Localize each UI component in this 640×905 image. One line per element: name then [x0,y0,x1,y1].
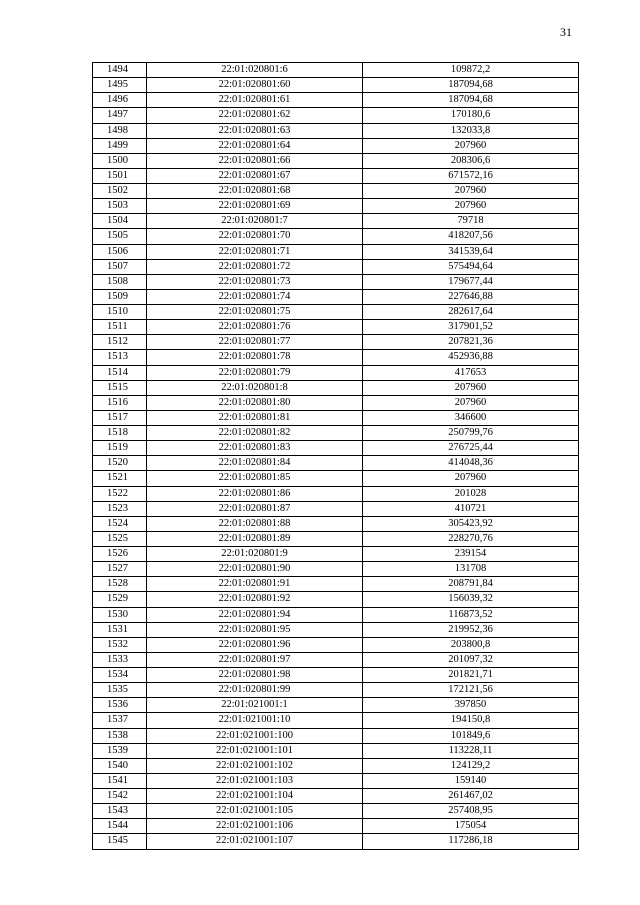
row-number-cell: 1543 [93,804,147,819]
table-row [93,743,579,758]
cadastral-number-cell: 22:01:020801:63 [147,123,363,138]
value-cell: 207960 [363,184,579,199]
table-row [93,562,579,577]
cadastral-number-cell: 22:01:020801:94 [147,607,363,622]
table-row [93,789,579,804]
row-number-cell: 1539 [93,743,147,758]
table-row [93,456,579,471]
table-row [93,123,579,138]
cadastral-number-cell: 22:01:021001:1 [147,698,363,713]
table-row [93,698,579,713]
table-row [93,804,579,819]
table-row [93,622,579,637]
row-number-cell: 1494 [93,63,147,78]
table-row [93,728,579,743]
value-cell: 276725,44 [363,441,579,456]
table-row [93,713,579,728]
cadastral-number-cell: 22:01:020801:92 [147,592,363,607]
value-cell: 113228,11 [363,743,579,758]
row-number-cell: 1542 [93,789,147,804]
row-number-cell: 1516 [93,395,147,410]
cadastral-number-cell: 22:01:020801:96 [147,637,363,652]
value-cell: 227646,88 [363,289,579,304]
value-cell: 207960 [363,471,579,486]
value-cell: 208306,6 [363,153,579,168]
page-number: 31 [560,25,572,39]
table-row [93,320,579,335]
table-row [93,259,579,274]
value-cell: 170180,6 [363,108,579,123]
cadastral-number-cell: 22:01:021001:100 [147,728,363,743]
cadastral-number-cell: 22:01:020801:77 [147,335,363,350]
cadastral-number-cell: 22:01:021001:104 [147,789,363,804]
table-row [93,153,579,168]
value-cell: 187094,68 [363,78,579,93]
value-cell: 172121,56 [363,683,579,698]
table-row [93,834,579,849]
table-row [93,350,579,365]
value-cell: 179677,44 [363,274,579,289]
cadastral-number-cell: 22:01:020801:6 [147,63,363,78]
table-row [93,289,579,304]
row-number-cell: 1496 [93,93,147,108]
table-row [93,365,579,380]
cadastral-number-cell: 22:01:020801:61 [147,93,363,108]
value-cell: 410721 [363,501,579,516]
value-cell: 671572,16 [363,168,579,183]
cadastral-number-cell: 22:01:020801:60 [147,78,363,93]
row-number-cell: 1514 [93,365,147,380]
row-number-cell: 1518 [93,426,147,441]
cadastral-number-cell: 22:01:020801:97 [147,652,363,667]
value-cell: 101849,6 [363,728,579,743]
cadastral-number-cell: 22:01:020801:82 [147,426,363,441]
value-cell: 175054 [363,819,579,834]
value-cell: 207960 [363,199,579,214]
value-cell: 207960 [363,395,579,410]
row-number-cell: 1522 [93,486,147,501]
table-row [93,214,579,229]
value-cell: 261467,02 [363,789,579,804]
row-number-cell: 1501 [93,168,147,183]
cadastral-number-cell: 22:01:020801:99 [147,683,363,698]
value-cell: 207960 [363,138,579,153]
value-cell: 452936,88 [363,350,579,365]
row-number-cell: 1532 [93,637,147,652]
cadastral-number-cell: 22:01:020801:68 [147,184,363,199]
table-body [93,63,579,850]
table-row [93,441,579,456]
table-row [93,168,579,183]
row-number-cell: 1519 [93,441,147,456]
cadastral-number-cell: 22:01:020801:62 [147,108,363,123]
value-cell: 207960 [363,380,579,395]
cadastral-number-cell: 22:01:020801:79 [147,365,363,380]
value-cell: 341539,64 [363,244,579,259]
row-number-cell: 1523 [93,501,147,516]
cadastral-number-cell: 22:01:020801:66 [147,153,363,168]
value-cell: 397850 [363,698,579,713]
row-number-cell: 1511 [93,320,147,335]
table-row [93,426,579,441]
value-cell: 207821,36 [363,335,579,350]
row-number-cell: 1533 [93,652,147,667]
row-number-cell: 1509 [93,289,147,304]
row-number-cell: 1504 [93,214,147,229]
value-cell: 346600 [363,410,579,425]
row-number-cell: 1529 [93,592,147,607]
row-number-cell: 1507 [93,259,147,274]
row-number-cell: 1528 [93,577,147,592]
value-cell: 239154 [363,547,579,562]
row-number-cell: 1515 [93,380,147,395]
table-row [93,471,579,486]
table-row [93,410,579,425]
table-row [93,637,579,652]
row-number-cell: 1520 [93,456,147,471]
row-number-cell: 1531 [93,622,147,637]
table-row [93,229,579,244]
row-number-cell: 1521 [93,471,147,486]
cadastral-number-cell: 22:01:020801:69 [147,199,363,214]
cadastral-number-cell: 22:01:020801:90 [147,562,363,577]
value-cell: 132033,8 [363,123,579,138]
table-row [93,683,579,698]
table-row [93,547,579,562]
row-number-cell: 1495 [93,78,147,93]
cadastral-number-cell: 22:01:020801:80 [147,395,363,410]
row-number-cell: 1502 [93,184,147,199]
cadastral-number-cell: 22:01:020801:71 [147,244,363,259]
table-row [93,516,579,531]
value-cell: 219952,36 [363,622,579,637]
row-number-cell: 1534 [93,668,147,683]
value-cell: 418207,56 [363,229,579,244]
cadastral-number-cell: 22:01:021001:105 [147,804,363,819]
cadastral-table [92,62,579,850]
cadastral-number-cell: 22:01:020801:9 [147,547,363,562]
table-row [93,486,579,501]
value-cell: 201028 [363,486,579,501]
cadastral-number-cell: 22:01:021001:10 [147,713,363,728]
cadastral-number-cell: 22:01:020801:88 [147,516,363,531]
table-row [93,93,579,108]
cadastral-number-cell: 22:01:021001:103 [147,773,363,788]
row-number-cell: 1536 [93,698,147,713]
table-row [93,819,579,834]
row-number-cell: 1513 [93,350,147,365]
row-number-cell: 1517 [93,410,147,425]
cadastral-number-cell: 22:01:020801:83 [147,441,363,456]
table-row [93,531,579,546]
cadastral-number-cell: 22:01:020801:91 [147,577,363,592]
table-row [93,501,579,516]
cadastral-number-cell: 22:01:020801:86 [147,486,363,501]
value-cell: 201097,32 [363,652,579,667]
cadastral-number-cell: 22:01:020801:72 [147,259,363,274]
value-cell: 194150,8 [363,713,579,728]
value-cell: 109872,2 [363,63,579,78]
cadastral-number-cell: 22:01:020801:7 [147,214,363,229]
table-row [93,199,579,214]
table-row [93,395,579,410]
row-number-cell: 1530 [93,607,147,622]
row-number-cell: 1499 [93,138,147,153]
row-number-cell: 1497 [93,108,147,123]
row-number-cell: 1526 [93,547,147,562]
row-number-cell: 1500 [93,153,147,168]
cadastral-number-cell: 22:01:020801:76 [147,320,363,335]
value-cell: 414048,36 [363,456,579,471]
row-number-cell: 1544 [93,819,147,834]
value-cell: 250799,76 [363,426,579,441]
table-row [93,652,579,667]
row-number-cell: 1512 [93,335,147,350]
value-cell: 317901,52 [363,320,579,335]
table-row [93,184,579,199]
row-number-cell: 1537 [93,713,147,728]
table-row [93,78,579,93]
table-row [93,577,579,592]
table-row [93,668,579,683]
value-cell: 575494,64 [363,259,579,274]
value-cell: 117286,18 [363,834,579,849]
row-number-cell: 1524 [93,516,147,531]
value-cell: 228270,76 [363,531,579,546]
row-number-cell: 1541 [93,773,147,788]
value-cell: 159140 [363,773,579,788]
row-number-cell: 1535 [93,683,147,698]
table-row [93,274,579,289]
cadastral-number-cell: 22:01:020801:98 [147,668,363,683]
row-number-cell: 1510 [93,305,147,320]
table-row [93,335,579,350]
cadastral-number-cell: 22:01:020801:70 [147,229,363,244]
cadastral-number-cell: 22:01:021001:107 [147,834,363,849]
value-cell: 257408,95 [363,804,579,819]
value-cell: 131708 [363,562,579,577]
table-row [93,63,579,78]
value-cell: 417653 [363,365,579,380]
row-number-cell: 1545 [93,834,147,849]
row-number-cell: 1540 [93,758,147,773]
cadastral-number-cell: 22:01:020801:64 [147,138,363,153]
table-row [93,244,579,259]
cadastral-number-cell: 22:01:020801:73 [147,274,363,289]
value-cell: 305423,92 [363,516,579,531]
cadastral-number-cell: 22:01:021001:106 [147,819,363,834]
row-number-cell: 1505 [93,229,147,244]
table-row [93,773,579,788]
cadastral-number-cell: 22:01:021001:102 [147,758,363,773]
value-cell: 187094,68 [363,93,579,108]
table-row [93,380,579,395]
value-cell: 282617,64 [363,305,579,320]
cadastral-number-cell: 22:01:020801:84 [147,456,363,471]
value-cell: 79718 [363,214,579,229]
row-number-cell: 1503 [93,199,147,214]
value-cell: 124129,2 [363,758,579,773]
row-number-cell: 1498 [93,123,147,138]
table-row [93,138,579,153]
value-cell: 116873,52 [363,607,579,622]
value-cell: 156039,32 [363,592,579,607]
value-cell: 203800,8 [363,637,579,652]
table-row [93,758,579,773]
value-cell: 208791,84 [363,577,579,592]
row-number-cell: 1508 [93,274,147,289]
cadastral-number-cell: 22:01:021001:101 [147,743,363,758]
cadastral-number-cell: 22:01:020801:67 [147,168,363,183]
table-row [93,592,579,607]
value-cell: 201821,71 [363,668,579,683]
row-number-cell: 1538 [93,728,147,743]
table-row [93,305,579,320]
row-number-cell: 1525 [93,531,147,546]
row-number-cell: 1527 [93,562,147,577]
cadastral-number-cell: 22:01:020801:78 [147,350,363,365]
cadastral-number-cell: 22:01:020801:8 [147,380,363,395]
row-number-cell: 1506 [93,244,147,259]
cadastral-number-cell: 22:01:020801:75 [147,305,363,320]
cadastral-number-cell: 22:01:020801:81 [147,410,363,425]
table-row [93,108,579,123]
table-row [93,607,579,622]
cadastral-number-cell: 22:01:020801:89 [147,531,363,546]
cadastral-number-cell: 22:01:020801:85 [147,471,363,486]
cadastral-number-cell: 22:01:020801:95 [147,622,363,637]
cadastral-number-cell: 22:01:020801:74 [147,289,363,304]
cadastral-number-cell: 22:01:020801:87 [147,501,363,516]
